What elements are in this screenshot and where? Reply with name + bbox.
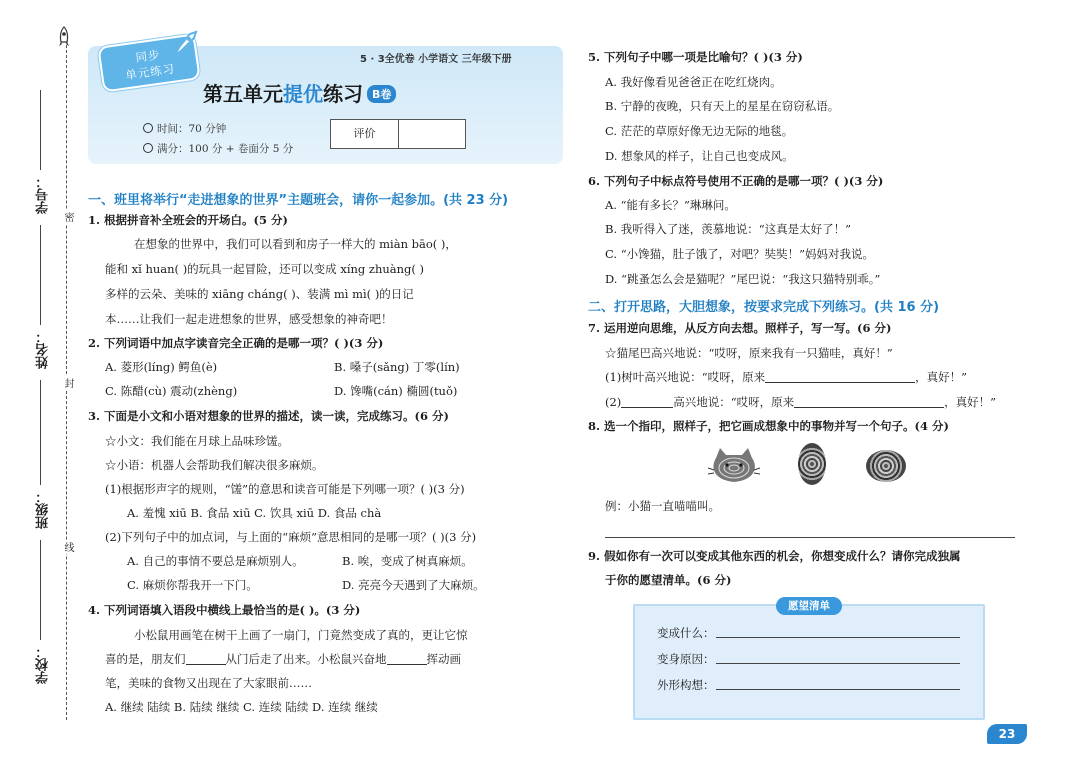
q4-text: 喜的是，朋友们 [105, 652, 186, 666]
q4-passage [105, 651, 461, 667]
q7-text: ，真好！” [915, 370, 968, 384]
q6-option-b[interactable]: B. 我听得入了迷，羡慕地说：“这真是太好了！” [605, 222, 852, 236]
wish-row-label: 变成什么： [657, 626, 715, 640]
q7-text: ，真好！” [944, 395, 997, 409]
q3-option-a[interactable]: A. 自己的事情不要总是麻烦别人。 [127, 554, 304, 568]
margin-label-student-id: 学号： [36, 175, 51, 214]
q2-option-a[interactable]: A. 菱形(líng) 鳄鱼(è) [105, 360, 218, 374]
q1-stem: 1. 根据拼音补全班会的开场白。(5 分) [88, 213, 288, 227]
q1-line: 能和 xǐ huan( )的玩具一起冒险，还可以变成 xíng zhuàng( ) [105, 262, 425, 276]
q1-line: 本……让我们一起走进想象的世界，感受想象的神奇吧！ [105, 312, 393, 326]
wish-row-label: 外形构想： [657, 678, 715, 692]
q8-example: 例：小猫一直喵喵叫。 [605, 499, 720, 513]
q5-option-c[interactable]: C. 茫茫的草原好像无边无际的地毯。 [605, 124, 794, 138]
time-info [143, 121, 226, 136]
rocket-icon [57, 26, 71, 48]
q7-text: (1)树叶高兴地说：“哎呀，原来 [605, 370, 766, 384]
q2-option-c[interactable]: C. 陈醋(cù) 震动(zhèng) [105, 384, 238, 398]
fingerprint-icon [798, 443, 826, 485]
q8-answer-line[interactable] [605, 537, 1015, 538]
q4-blank-2[interactable] [387, 653, 427, 665]
q7-text: (2) [605, 395, 622, 409]
q3-statement: ☆小文：我们能在月球上品味珍馐。 [105, 434, 289, 448]
badge-line: 单元练习 [124, 61, 176, 83]
seal-mark: 密 [62, 212, 73, 222]
q7-stem: 7. 运用逆向思维，从反方向去想。照样子，写一写。(6 分) [588, 321, 892, 335]
margin-label-class: 班级： [36, 490, 51, 529]
q7-example: ☆猫尾巴高兴地说：“哎呀，原来我有一只猫哇，真好！” [605, 346, 893, 360]
clock-icon [143, 123, 153, 133]
check-icon [143, 143, 153, 153]
q6-option-c[interactable]: C. “小馋猫，肚子饿了，对吧？奘奘！”妈妈对我说。 [605, 247, 874, 261]
q7-line-2 [605, 394, 996, 410]
margin-label-name: 姓名： [36, 330, 51, 369]
q3-sub1-options[interactable]: A. 羞愧 xiū B. 食品 xiū C. 饮具 xiū D. 食品 chà [127, 506, 382, 520]
q6-option-d[interactable]: D. “跳蚤怎么会是猫呢？”尾巴说：“我这只猫特别乖。” [605, 272, 881, 286]
q3-option-c[interactable]: C. 麻烦你帮我开一下门。 [127, 578, 258, 592]
q4-text: 从门后走了出来。小松鼠兴奋地 [225, 652, 387, 666]
cat-fingerprint-icon [708, 446, 760, 486]
q1-line: 在想象的世界中，我们可以看到和房子一样大的 miàn bāo( )， [134, 237, 457, 251]
q7-blank-2[interactable] [621, 396, 673, 408]
q7-text: 高兴地说：“哎呀，原来 [673, 395, 795, 409]
q4-blank-1[interactable] [186, 653, 226, 665]
evaluation-box [330, 119, 466, 149]
q3-option-b[interactable]: B. 唉，变成了树真麻烦。 [342, 554, 473, 568]
title-text: 练习 [323, 82, 363, 106]
title-text: 第五单元 [203, 82, 283, 106]
full-score-text: 满分：100 分 + 卷面分 5 分 [157, 143, 294, 155]
seal-mark: 封 [62, 378, 73, 388]
blank-student-id[interactable] [40, 90, 41, 170]
rocket-icon [170, 30, 200, 60]
q3-option-d[interactable]: D. 亮亮今天遇到了大麻烦。 [342, 578, 485, 592]
q2-stem: 2. 下列词语中加点字读音完全正确的是哪一项？( )(3 分) [88, 336, 384, 350]
title-highlight: 提优 [283, 82, 323, 106]
time-text: 时间：70 分钟 [157, 123, 227, 135]
wish-answer-line[interactable] [716, 637, 960, 638]
evaluation-label: 评价 [331, 120, 399, 148]
q4-passage: 笔，美味的食物又出现在了大家眼前…… [105, 676, 312, 690]
full-score-info [143, 141, 293, 156]
q4-stem: 4. 下列词语填入语段中横线上最恰当的是( )。(3 分) [88, 603, 361, 617]
wish-list-title: 愿望清单 [776, 597, 842, 615]
q2-option-b[interactable]: B. 嗓子(sǎng) 丁零(lín) [334, 360, 460, 374]
fingerprint-icon [866, 450, 906, 482]
wish-answer-line[interactable] [716, 663, 960, 664]
evaluation-field[interactable] [399, 120, 465, 148]
page-title [203, 78, 396, 107]
q7-line-1 [605, 369, 967, 385]
q3-statement: ☆小语：机器人会帮助我们解决很多麻烦。 [105, 458, 324, 472]
q6-option-a[interactable]: A. “能有多长？”琳琳问。 [605, 198, 736, 212]
q5-stem: 5. 下列句子中哪一项是比喻句？( )(3 分) [588, 50, 803, 64]
q3-sub2: (2)下列句子中的加点词，与上面的“麻烦”意思相同的是哪一项？( )(3 分) [105, 530, 477, 544]
section-2-title: 二、打开思路，大胆想象，按要求完成下列练习。(共 16 分) [588, 300, 940, 315]
series-label: 5 · 3全优卷 小学语文 三年级下册 [360, 54, 512, 65]
margin-label-school: 学校： [36, 645, 51, 684]
q1-line: 多样的云朵、美味的 xiāng cháng( )、装满 mì mì( )的日记 [105, 287, 414, 301]
q4-passage: 小松鼠用画笔在树干上画了一扇门，门竟然变成了真的，更让它惊 [134, 628, 468, 642]
seal-mark: 线 [62, 542, 73, 552]
section-1-title: 一、班里将举行“走进想象的世界”主题班会，请你一起参加。(共 23 分) [88, 193, 509, 208]
paper-b-tag: B卷 [367, 85, 396, 103]
q7-blank-3[interactable] [794, 396, 944, 408]
blank-name[interactable] [40, 225, 41, 325]
q7-blank-1[interactable] [765, 371, 915, 383]
q3-stem: 3. 下面是小文和小语对想象的世界的描述，读一读，完成练习。(6 分) [88, 409, 449, 423]
q9-stem-cont: 于你的愿望清单。(6 分) [605, 573, 732, 587]
q5-option-d[interactable]: D. 想象风的样子，让自己也变成风。 [605, 149, 794, 163]
blank-school[interactable] [40, 540, 41, 640]
q4-options[interactable]: A. 继续 陆续 B. 陆续 继续 C. 连续 陆续 D. 连续 继续 [105, 700, 378, 714]
q4-text: 挥动画 [426, 652, 461, 666]
page-number: 23 [987, 724, 1027, 744]
q2-option-d[interactable]: D. 馋嘴(cán) 椭圆(tuǒ) [334, 384, 458, 398]
q3-sub1: (1)根据形声字的规则，“馐”的意思和读音可能是下列哪一项？( )(3 分) [105, 482, 465, 496]
q5-option-a[interactable]: A. 我好像看见爸爸正在吃红烧肉。 [605, 75, 782, 89]
q5-option-b[interactable]: B. 宁静的夜晚，只有天上的星星在窃窃私语。 [605, 99, 840, 113]
q8-stem: 8. 选一个指印，照样子，把它画成想象中的事物并写一个句子。(4 分) [588, 419, 949, 433]
wish-answer-line[interactable] [716, 689, 960, 690]
badge-line: 同步 [134, 47, 162, 65]
wish-row-label: 变身原因： [657, 652, 715, 666]
q9-stem: 9. 假如你有一次可以变成其他东西的机会，你想变成什么？请你完成独属 [588, 549, 961, 563]
blank-class[interactable] [40, 380, 41, 485]
q6-stem: 6. 下列句子中标点符号使用不正确的是哪一项？( )(3 分) [588, 174, 884, 188]
